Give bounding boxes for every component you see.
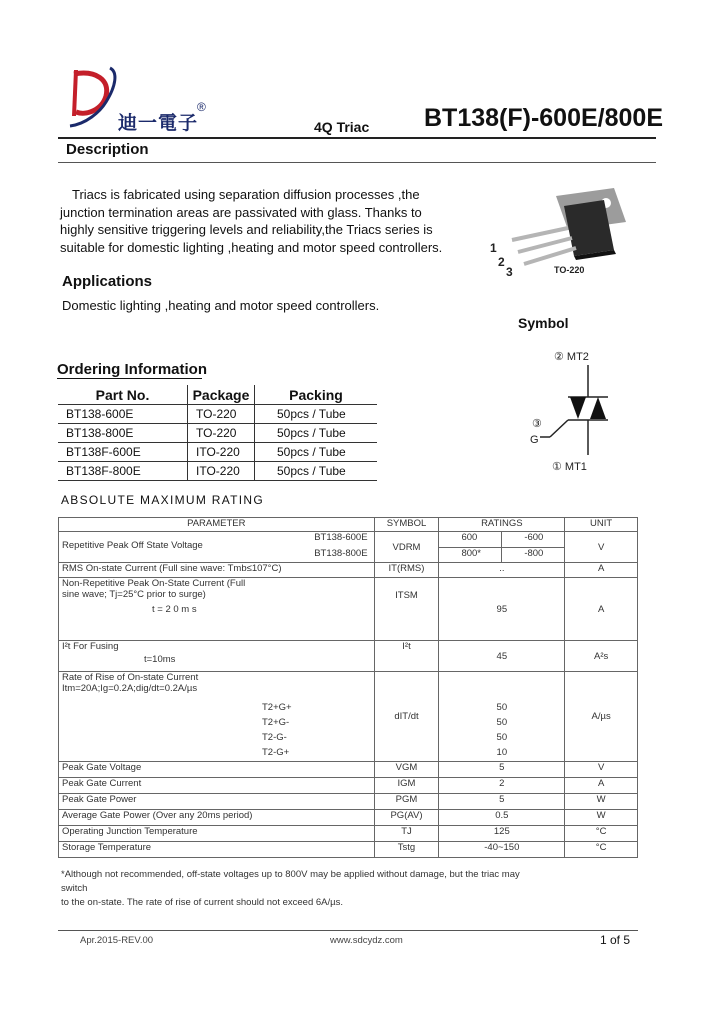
table-row [59, 794, 638, 810]
table-cell: Operating Junction Temperature [59, 826, 375, 842]
table-cell: A²s [565, 641, 638, 672]
table-header-row [59, 518, 638, 532]
table-row [58, 462, 377, 481]
rating-value: 10 [496, 747, 508, 758]
mt2-label: ② MT2 [554, 351, 589, 363]
table-cell: A [565, 563, 638, 578]
table-cell: VGM [374, 762, 439, 778]
page-number: 1 of 5 [600, 933, 631, 947]
table-cell: 2 [439, 778, 565, 794]
table-cell: Average Gate Power (Over any 20ms period) [59, 810, 375, 826]
table-cell: ITO-220 [188, 443, 255, 462]
table-cell: .. [439, 563, 565, 578]
table-cell: BT138F-800E [58, 462, 188, 481]
column-header: PARAMETER [59, 518, 375, 532]
table-cell [59, 672, 375, 762]
description-line: highly sensitive triggering levels and reliability,the Triacs series is [60, 222, 433, 237]
table-cell: TO-220 [188, 405, 255, 424]
gate-number: ③ [532, 418, 542, 430]
table-row [59, 532, 638, 548]
description-line: suitable for domestic lighting ,heating and motor speed controllers. [60, 239, 443, 255]
param-label: Repetitive Peak Off State Voltage [62, 540, 203, 551]
table-cell [59, 641, 375, 672]
table-header-row [58, 385, 377, 405]
footnote-line: *Although not recommended, off-state voltages up to 800V may be applied without damage, but the triac may switch [61, 869, 520, 894]
company-name: 迪一電子 [118, 112, 199, 134]
table-row [58, 443, 377, 462]
column-header: UNIT [565, 518, 638, 532]
table-cell: 5 [439, 762, 565, 778]
pin-2-label: 2 [498, 255, 505, 269]
part-label: BT138-600E [314, 532, 368, 543]
table-cell: V [565, 762, 638, 778]
table-cell: 0.5 [439, 810, 565, 826]
to220-package-image [486, 178, 641, 278]
table-cell: 95 [439, 578, 565, 641]
table-cell: TO-220 [188, 424, 255, 443]
package-label: TO-220 [554, 265, 585, 275]
footnote [61, 868, 541, 910]
table-cell: BT138-600E [58, 405, 188, 424]
table-row [59, 563, 638, 578]
param-label: Non-Repetitive Peak On-State Current (Full sine wave; Tj=25°C prior to surge) [62, 578, 246, 600]
table-cell: RMS On-state Current (Full sine wave: Tmb≤107°C) [59, 563, 375, 578]
rating-value: 50 [496, 732, 508, 743]
table-cell: Peak Gate Voltage [59, 762, 375, 778]
header-rule [58, 137, 656, 139]
table-row [59, 842, 638, 858]
pin-3-label: 3 [506, 265, 513, 278]
column-header: Part No. [58, 385, 188, 405]
table-cell: Tstg [374, 842, 439, 858]
table-cell: -800 [502, 548, 565, 563]
quadrant-label: T2-G+ [262, 747, 290, 758]
table-cell: TJ [374, 826, 439, 842]
table-cell: ITSM [374, 578, 439, 641]
table-cell: °C [565, 826, 638, 842]
ordering-rule [57, 378, 202, 379]
amr-table [58, 517, 638, 858]
part-label: BT138-800E [314, 548, 368, 559]
table-cell: 800* [439, 548, 502, 563]
table-cell: I²t [374, 641, 439, 672]
param-sub: t = 2 0 m s [152, 604, 197, 615]
param-sub: t=10ms [144, 654, 176, 665]
footer-rule [58, 930, 638, 931]
table-row [59, 810, 638, 826]
table-cell: 5 [439, 794, 565, 810]
description-heading: Description [66, 141, 149, 158]
table-cell: PGM [374, 794, 439, 810]
table-cell: A [565, 778, 638, 794]
table-row [58, 424, 377, 443]
page-title: BT138(F)-600E/800E [424, 104, 664, 132]
pin-1-label: 1 [490, 241, 497, 255]
table-row [58, 405, 377, 424]
table-cell: -600 [502, 532, 565, 548]
registered-mark: ® [197, 100, 206, 114]
table-row [59, 641, 638, 672]
quadrant-label: T2-G- [262, 732, 287, 743]
table-cell: IGM [374, 778, 439, 794]
device-type: 4Q Triac [314, 119, 370, 135]
description-line: Triacs is fabricated using separation diffusion processes ,the [72, 187, 420, 202]
column-header: Packing [255, 385, 378, 405]
table-cell: 125 [439, 826, 565, 842]
table-cell: dIT/dt [374, 672, 439, 762]
table-cell: 50pcs / Tube [255, 443, 378, 462]
footnote-line: to the on-state. The rate of rise of current should not exceed 6A/µs. [61, 897, 344, 908]
triac-symbol-icon [520, 345, 640, 480]
quadrant-list [62, 700, 371, 760]
table-row [59, 826, 638, 842]
table-cell: V [565, 532, 638, 563]
description-text [60, 186, 480, 256]
param-label: Rate of Rise of On-state Current [62, 672, 199, 683]
table-cell: 45 [439, 641, 565, 672]
table-cell: 50pcs / Tube [255, 424, 378, 443]
table-cell [439, 672, 565, 762]
table-cell: 600 [439, 532, 502, 548]
gate-label: G [530, 434, 539, 446]
applications-heading: Applications [62, 273, 153, 290]
amr-heading: ABSOLUTE MAXIMUM RATING [61, 493, 265, 507]
table-cell: W [565, 810, 638, 826]
description-line: junction termination areas are passivated with glass. Thanks to [60, 204, 422, 220]
table-cell [59, 532, 375, 563]
table-cell: PG(AV) [374, 810, 439, 826]
rating-value: 50 [496, 717, 508, 728]
table-cell: Peak Gate Current [59, 778, 375, 794]
table-cell: ITO-220 [188, 462, 255, 481]
table-cell: A [565, 578, 638, 641]
table-row [59, 778, 638, 794]
table-cell: Storage Temperature [59, 842, 375, 858]
revision-date: Apr.2015-REV.00 [80, 935, 154, 946]
table-cell: 50pcs / Tube [255, 462, 378, 481]
rating-value: 50 [496, 702, 508, 713]
table-cell: °C [565, 842, 638, 858]
table-cell: BT138F-600E [58, 443, 188, 462]
table-row [59, 672, 638, 762]
ordering-heading: Ordering Information [57, 361, 207, 378]
param-label: I²t For Fusing [62, 641, 119, 652]
table-cell: VDRM [374, 532, 439, 563]
table-cell: BT138-800E [58, 424, 188, 443]
ordering-table [58, 385, 377, 481]
symbol-heading: Symbol [518, 315, 569, 331]
table-cell [59, 578, 375, 641]
quadrant-label: T2+G- [262, 717, 290, 728]
applications-text: Domestic lighting ,heating and motor speed controllers. [62, 298, 380, 313]
column-header: RATINGS [439, 518, 565, 532]
column-header: SYMBOL [374, 518, 439, 532]
mt1-label: ① MT1 [552, 461, 587, 473]
table-cell: Peak Gate Power [59, 794, 375, 810]
column-header: Package [188, 385, 255, 405]
table-cell: -40~150 [439, 842, 565, 858]
table-cell: 50pcs / Tube [255, 405, 378, 424]
table-row [59, 762, 638, 778]
table-cell: A/µs [565, 672, 638, 762]
param-label: Itm=20A;Ig=0.2A;dig/dt=0.2A/µs [62, 683, 198, 694]
table-cell: W [565, 794, 638, 810]
description-rule [58, 162, 656, 163]
quadrant-label: T2+G+ [262, 702, 292, 713]
website-link[interactable]: www.sdcydz.com [330, 935, 403, 946]
table-row [59, 578, 638, 641]
table-cell: IT(RMS) [374, 563, 439, 578]
